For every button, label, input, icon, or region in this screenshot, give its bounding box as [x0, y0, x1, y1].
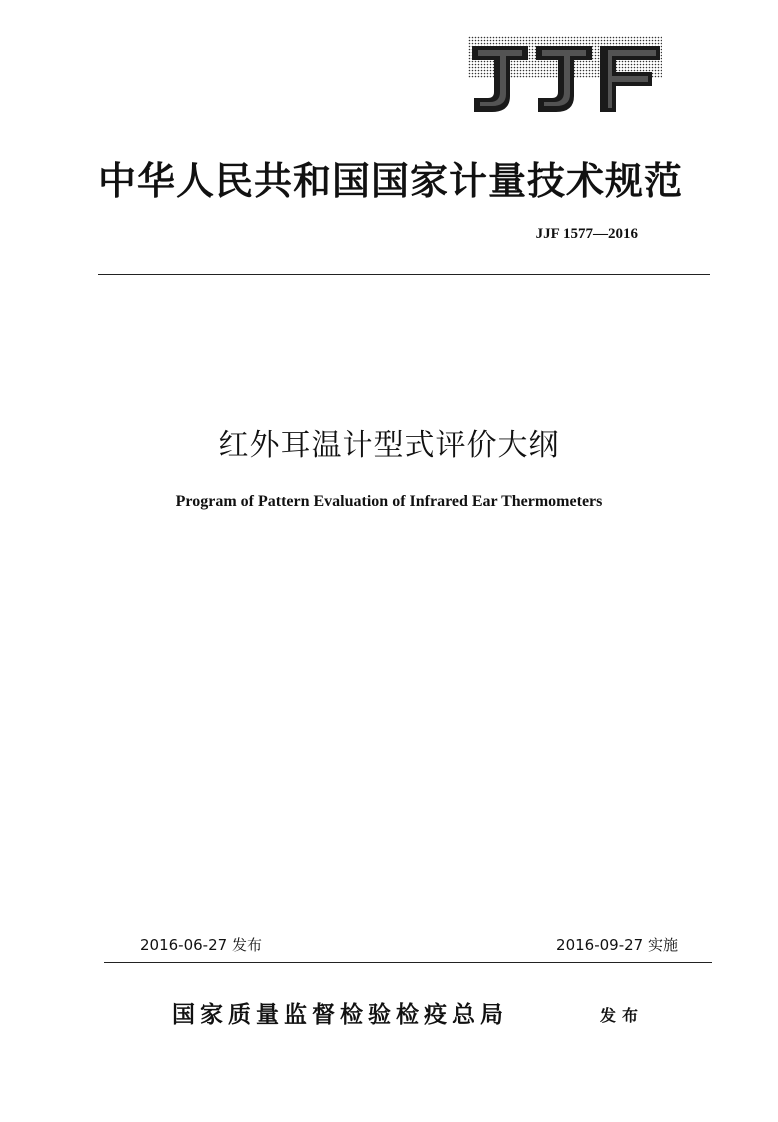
- jjf-logo-icon: [468, 36, 662, 116]
- document-title-en: Program of Pattern Evaluation of Infrared Ear Thermometers: [175, 493, 603, 510]
- issue-date: 2016-06-27 发布: [140, 936, 262, 954]
- issuing-authority: 国家质量监督检验检疫总局: [172, 1001, 508, 1028]
- issuing-authority-suffix: 发布: [600, 1006, 645, 1025]
- implementation-date: 2016-09-27 实施: [556, 936, 678, 954]
- standard-number: JJF 1577—2016: [535, 226, 638, 242]
- bottom-divider: [104, 962, 712, 963]
- standard-type-heading: 中华人民共和国国家计量技术规范: [98, 158, 684, 203]
- document-title-cn: 红外耳温计型式评价大纲: [218, 428, 560, 463]
- top-divider: [98, 274, 710, 275]
